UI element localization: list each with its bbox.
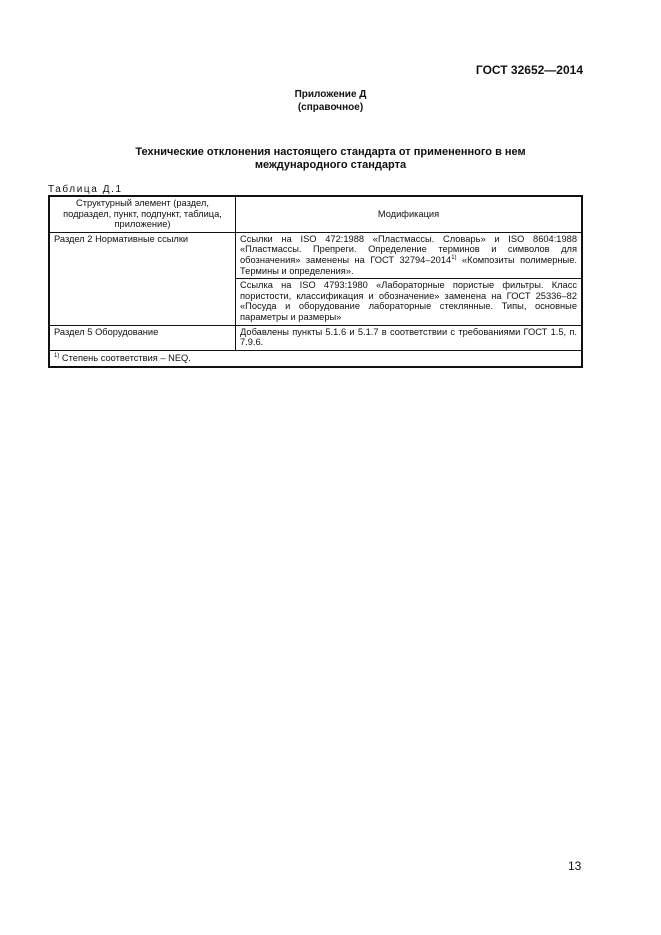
row-modification-normative-refs-2: Ссылка на ISO 4793:1980 «Лабораторные пористые фильтры. Класс пористости, классификация и обозначение» заменена на ГОСТ 25336–82 «Посуда и оборудование лабораторные стеклянные. Типы, основные параметры и размеры» xyxy=(236,279,583,325)
table-footnote xyxy=(49,350,582,367)
row-modification-equipment: Добавлены пункты 5.1.6 и 5.1.7 в соответствии с требованиями ГОСТ 1.5, п. 7.9.6. xyxy=(236,325,583,350)
row-element-normative-refs: Раздел 2 Нормативные ссылки xyxy=(49,232,236,325)
table-header-row xyxy=(49,196,582,232)
header-structural-element: Структурный элемент (раздел, подраздел, пункт, подпункт, таблица, приложение) xyxy=(49,196,236,232)
table-caption: Таблица Д.1 xyxy=(48,184,123,195)
section-title xyxy=(0,146,661,172)
row-element-equipment: Раздел 5 Оборудование xyxy=(49,325,236,350)
section-title-line2: международного стандарта xyxy=(254,159,407,171)
header-modification: Модификация xyxy=(236,196,583,232)
footnote-text: Степень соответствия – NEQ. xyxy=(59,352,191,363)
table-row xyxy=(49,325,582,350)
appendix-subtitle: (справочное) xyxy=(297,102,364,113)
appendix-title: Приложение Д xyxy=(294,89,367,100)
page-number: 13 xyxy=(568,859,582,873)
table-row xyxy=(49,232,582,278)
section-title-line1: Технические отклонения настоящего стандарта от примененного в нем xyxy=(135,146,526,158)
footnote-ref: 1) xyxy=(451,254,457,261)
footnote-mark: 1) xyxy=(54,352,60,359)
deviations-table xyxy=(48,195,583,368)
standard-code: ГОСТ 32652—2014 xyxy=(475,63,583,77)
modification-text-cont: «Композиты полимерные. Термины и определения». xyxy=(240,254,577,276)
modification-text: Ссылки на ISO 472:1988 «Пластмассы. Словарь» и ISO 8604:1988 «Пластмассы. Препреги. Определение терминов и символов для обозначения» заменены на ГОСТ 32794–2014 xyxy=(240,233,577,265)
row-modification-normative-refs-1 xyxy=(236,232,583,278)
appendix-heading xyxy=(0,88,661,114)
table-footnote-row xyxy=(49,350,582,367)
